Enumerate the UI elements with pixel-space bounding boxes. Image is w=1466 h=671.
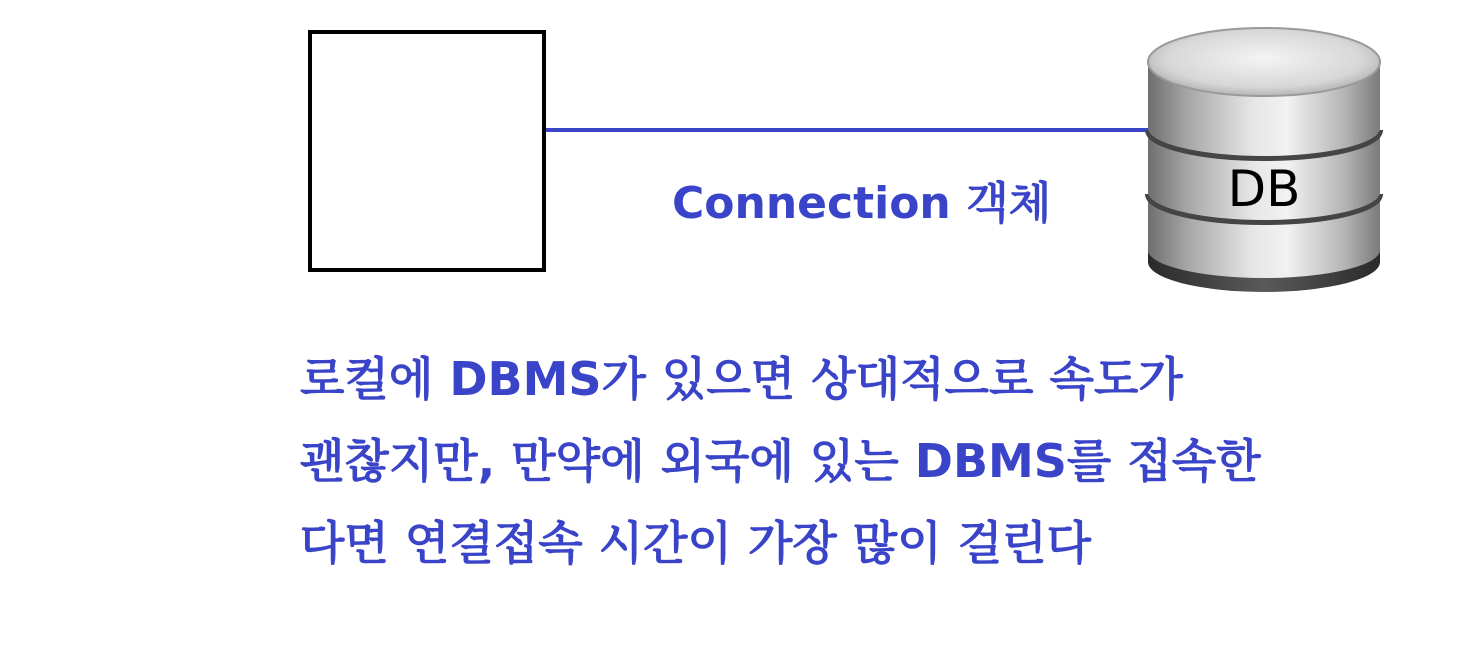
- description-line: 다면 연결접속 시간이 가장 많이 걸린다: [300, 516, 1092, 570]
- description-line: 로컬에 DBMS가 있으면 상대적으로 속도가: [300, 352, 1183, 406]
- description-line: 괜찮지만, 만약에 외국에 있는 DBMS를 접속한: [300, 434, 1261, 488]
- client-box: [308, 30, 546, 272]
- description-text: [300, 338, 1450, 584]
- connection-line: [546, 128, 1150, 132]
- database-label: DB: [1227, 160, 1301, 218]
- database-cylinder-icon: [1140, 22, 1388, 298]
- connection-label: Connection 객체: [672, 178, 1052, 229]
